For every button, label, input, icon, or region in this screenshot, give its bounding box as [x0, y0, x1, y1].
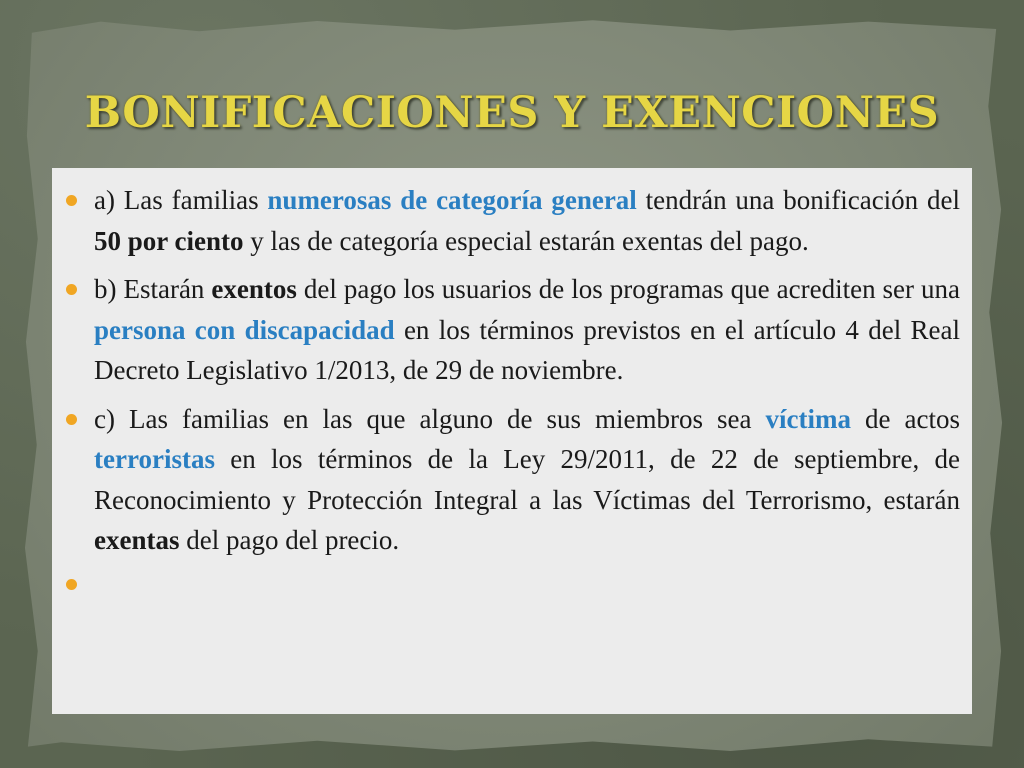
bullet-a-seg-4: y las de categoría especial estarán exentas del pago. — [243, 225, 809, 256]
bullet-item-b — [66, 269, 960, 391]
bullet-a-seg-2: tendrán una bonificación del — [636, 185, 960, 215]
bullet-c-seg-3: terroristas — [94, 444, 215, 474]
slide-title: BONIFICACIONES Y EXENCIONES — [84, 88, 940, 138]
bullet-c-seg-4: en los términos de la Ley 29/2011, de 22 de septiembre, de Reconocimiento y Protección Integral a las Víctimas del Terrorismo, estarán — [94, 444, 960, 515]
bullet-item-c — [66, 399, 960, 561]
bullet-dot-icon — [66, 579, 77, 590]
bullet-a-seg-0: a) Las familias — [94, 185, 268, 215]
bullet-a-seg-3: 50 por ciento — [94, 225, 244, 256]
bullet-c-seg-0: c) Las familias en las que alguno de sus miembros sea — [94, 403, 766, 434]
bullet-item-a — [66, 180, 960, 261]
bullet-b-seg-1: exentos — [211, 274, 297, 304]
bullet-b-seg-4: en los términos previstos en el artículo 4 del Real Decreto Legislativo 1/2013, de 29 de noviembre. — [94, 314, 960, 385]
bullet-list — [66, 180, 960, 609]
bullet-b-seg-3: persona con discapacidad — [94, 314, 395, 345]
bullet-c-seg-2: de actos — [851, 403, 960, 434]
bullet-b-seg-2: del pago los usuarios de los programas que acrediten ser una — [296, 274, 960, 304]
bullet-a-seg-1: numerosas de categoría general — [267, 185, 637, 215]
content-box — [52, 168, 972, 714]
bullet-dot-icon — [66, 284, 77, 295]
bullet-dot-icon — [66, 414, 77, 425]
bullet-item-empty — [66, 569, 960, 609]
bullet-c-seg-1: víctima — [765, 403, 851, 434]
bullet-dot-icon — [66, 195, 77, 206]
bullet-c-seg-5: exentas — [94, 525, 180, 555]
bullet-c-seg-6: del pago del precio. — [179, 525, 400, 555]
bullet-b-seg-0: b) Estarán — [94, 274, 212, 304]
